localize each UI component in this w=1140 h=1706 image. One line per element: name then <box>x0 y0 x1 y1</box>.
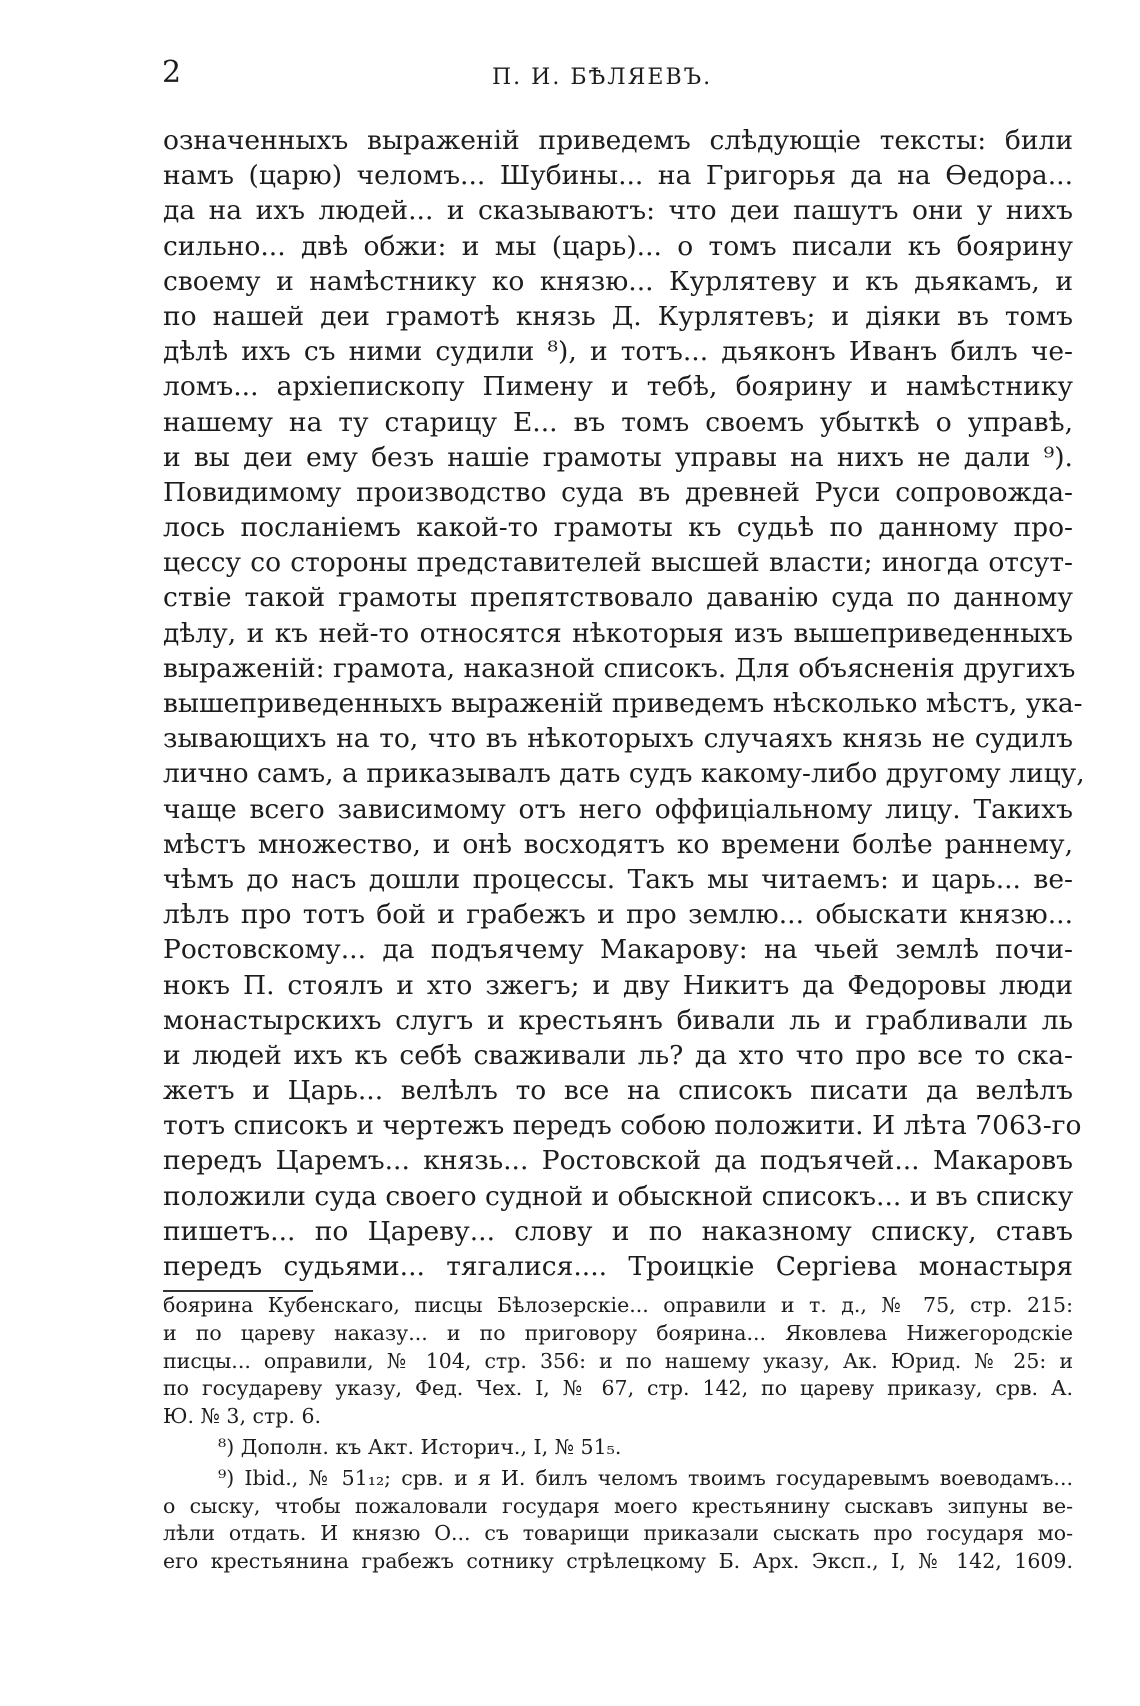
body-line: дѣлѣ ихъ съ ними судили ⁸), и тотъ... дьяконъ Иванъ билъ че- <box>163 336 1073 368</box>
body-line: своему и намѣстнику ко князю... Курлятеву и къ дьякамъ, и <box>163 265 1073 297</box>
body-line: ломъ... архіепископу Пимену и тебѣ, боярину и намѣстнику <box>163 371 1073 403</box>
footnote-9-line: ⁹) Ibid., № 51₁₂; срв. и я И. билъ челомъ твоимъ государевымъ воеводамъ... <box>218 1465 1073 1490</box>
body-line: чѣмъ до насъ дошли процессы. Такъ мы читаемъ: и царь... ве- <box>163 863 1073 895</box>
body-line: цессу со стороны представителей высшей власти; иногда отсут- <box>163 547 1073 579</box>
body-line: по нашей деи грамотѣ князь Д. Курлятевъ; и діяки въ томъ <box>163 300 1073 332</box>
body-line: положили суда своего судной и обыскной списокъ... и въ списку <box>163 1180 1074 1212</box>
footnote-line: по государеву указу, Фед. Чех. I, № 67, стр. 142, по цареву приказу, срв. А. <box>163 1376 1073 1401</box>
body-line: и людей ихъ къ себѣ сваживали ль? да хто что про все то ска- <box>163 1039 1073 1071</box>
body-line: и вы деи ему безъ нашіе грамоты управы на нихъ не дали ⁹). <box>163 441 1073 473</box>
body-line: Повидимому производство суда въ древней Руси сопровожда- <box>163 476 1073 508</box>
page-number: 2 <box>162 55 182 90</box>
body-line: мѣстъ множество, и онѣ восходятъ ко времени болѣе раннему, <box>163 828 1073 860</box>
body-line: вышеприведенныхъ выраженій приведемъ нѣсколько мѣстъ, ука- <box>163 688 1083 719</box>
body-text <box>163 123 1085 1284</box>
footnote-line: боярина Кубенскаго, писцы Бѣлозерскіе... оправили и т. д., № 75, стр. 215: <box>163 1293 1073 1317</box>
body-line: нашему на ту старицу Е... въ томъ своемъ убыткѣ о управѣ, <box>163 406 1073 438</box>
body-line: выраженій: грамота, наказной списокъ. Для объясненія другихъ <box>163 652 1076 684</box>
body-line: чаще всего зависимому отъ него оффиціальному лицу. Такихъ <box>163 793 1073 825</box>
body-line: жетъ и Царь... велѣлъ то все на списокъ писати да велѣлъ <box>163 1075 1073 1107</box>
body-line: намъ (царю) челомъ... Шубины... на Григорья да на Ѳедора... <box>163 160 1073 192</box>
body-line: означенныхъ выраженій приведемъ слѣдующіе тексты: били <box>163 125 1073 156</box>
footnote-line: Ю. № 3, стр. 6. <box>163 1404 322 1429</box>
body-line: монастырскихъ слугъ и крестьянъ бивали ль и грабливали ль <box>163 1004 1073 1036</box>
body-line: ствіе такой грамоты препятствовало даванію суда по данному <box>163 582 1073 614</box>
footnotes <box>163 1292 1073 1576</box>
body-line: Ростовскому... да подъячему Макарову: на чьей землѣ почи- <box>163 934 1073 966</box>
body-line: передъ судьями... тягалися.... Троицкіе Сергіева монастыря <box>163 1251 1073 1282</box>
footnote-9-line: о сыску, чтобы пожаловали государя моего крестьянину сыскавъ зипуны ве- <box>163 1493 1073 1518</box>
body-line: лось посланіемъ какой-то грамоты къ судьѣ по данному про- <box>163 512 1073 544</box>
body-line: тотъ списокъ и чертежъ передъ собою положити. И лѣта 7063-го <box>163 1110 1082 1142</box>
body-line: да на ихъ людей... и сказываютъ: что деи пашутъ они у нихъ <box>163 195 1073 227</box>
body-line: дѣлу, и къ ней-то относятся нѣкоторыя изъ вышеприведенныхъ <box>163 617 1073 649</box>
body-line: пишетъ... по Цареву... слову и по наказному списку, ставъ <box>163 1215 1073 1247</box>
footnote-line: писцы... оправили, № 104, стр. 356: и по нашему указу, Ак. Юрид. № 25: и <box>163 1348 1073 1373</box>
body-line: сильно... двѣ обжи: и мы (царь)... о томъ писали къ боярину <box>163 230 1073 262</box>
footnote-line: и по цареву наказу... и по приговору боярина... Яковлева Нижегородскіе <box>163 1320 1073 1345</box>
footnote-8: ⁸) Дополн. къ Акт. Историч., I, № 51₅. <box>218 1434 622 1459</box>
body-line: лично самъ, а приказывалъ дать судъ какому-либо другому лицу, <box>163 758 1085 790</box>
running-head: П. И. БѢЛЯЕВЪ. <box>492 65 713 90</box>
body-line: зывающихъ на то, что въ нѣкоторыхъ случаяхъ князь не судилъ <box>163 723 1073 755</box>
footnote-9-line: его крестьянина грабежъ сотнику стрѣлецкому Б. Арх. Эксп., I, № 142, 1609. <box>163 1549 1073 1574</box>
body-line: лѣлъ про тотъ бой и грабежъ и про землю... обыскати князю... <box>163 899 1073 931</box>
body-line: передъ Царемъ... князь... Ростовской да подъячей... Макаровъ <box>163 1145 1073 1177</box>
body-line: нокъ П. стоялъ и хто зжегъ; и дву Никитъ да Федоровы люди <box>163 969 1073 1001</box>
footnote-9-line: лѣли отдать. И князю О... съ товарищи приказали сыскать про государя мо- <box>163 1521 1073 1546</box>
